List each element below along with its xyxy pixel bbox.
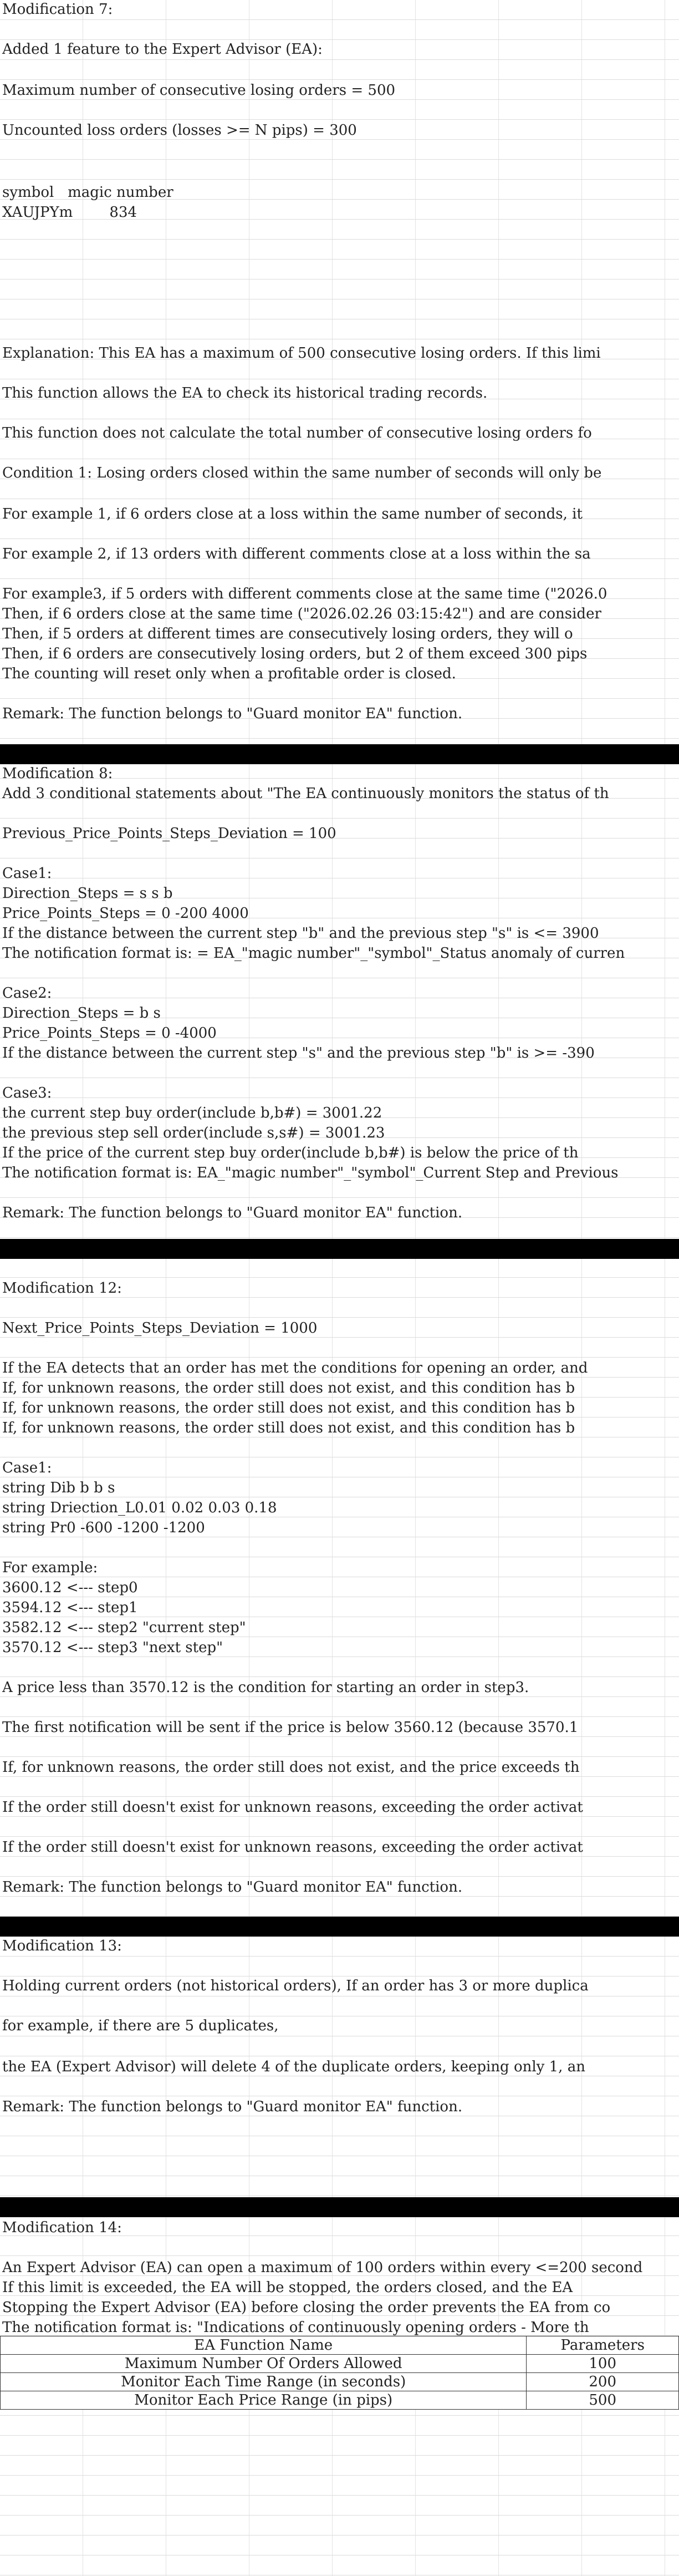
- cell-text-line[interactable]: Modification 7:: [2, 1, 113, 18]
- cell-text-line[interactable]: Next_Price_Points_Steps_Deviation = 1000: [2, 1320, 318, 1337]
- cell-text-line[interactable]: Maximum number of consecutive losing orders = 500: [2, 82, 396, 99]
- cell-text-line[interactable]: Case1:: [2, 1460, 52, 1476]
- cell-text-line[interactable]: The notification format is: "Indications of continuously opening orders - More th: [2, 2319, 589, 2336]
- cell-text-line[interactable]: Modification 8:: [2, 765, 113, 782]
- table-row: [1, 2373, 679, 2391]
- cell-text-line[interactable]: Remark: The function belongs to "Guard monitor EA" function.: [2, 705, 463, 722]
- table-cell-value[interactable]: 200: [527, 2373, 679, 2391]
- cell-text-line[interactable]: Case3:: [2, 1085, 52, 1101]
- cell-text-line[interactable]: If the order still doesn't exist for unknown reasons, exceeding the order activat: [2, 1799, 583, 1816]
- cell-text-line[interactable]: 3582.12 <--- step2 "current step": [2, 1619, 246, 1636]
- cell-text-line[interactable]: 3570.12 <--- step3 "next step": [2, 1639, 223, 1656]
- cell-text-line[interactable]: Modification 12:: [2, 1280, 122, 1297]
- cell-text-line[interactable]: Explanation: This EA has a maximum of 500 consecutive losing orders. If this limi: [2, 345, 601, 362]
- cell-text-line[interactable]: Remark: The function belongs to "Guard monitor EA" function.: [2, 1879, 463, 1896]
- cell-text-line[interactable]: If the order still doesn't exist for unknown reasons, exceeding the order activat: [2, 1839, 583, 1856]
- cell-text-line[interactable]: the previous step sell order(include s,s#) = 3001.23: [2, 1125, 385, 1141]
- cell-text-line[interactable]: symbol magic number: [2, 184, 173, 201]
- cell-text-line[interactable]: If the distance between the current step "s" and the previous step "b" is >= -390: [2, 1045, 595, 1061]
- cell-text-line[interactable]: Direction_Steps = b s: [2, 1005, 161, 1022]
- cell-text-line[interactable]: Then, if 6 orders are consecutively losing orders, but 2 of them exceed 300 pips: [2, 646, 588, 662]
- cell-text-line[interactable]: If the price of the current step buy order(include b,b#) is below the price of th: [2, 1145, 579, 1161]
- cell-text-line[interactable]: An Expert Advisor (EA) can open a maximum of 100 orders within every <=200 second: [2, 2259, 643, 2276]
- cell-text-line[interactable]: If, for unknown reasons, the order still does not exist, and this condition has b: [2, 1420, 575, 1436]
- cell-text-line[interactable]: for example, if there are 5 duplicates,: [2, 2018, 279, 2034]
- cell-text-line[interactable]: 3594.12 <--- step1: [2, 1599, 138, 1616]
- cell-text-line[interactable]: The notification format is: = EA_"magic number"_"symbol"_Status anomaly of curren: [2, 945, 625, 962]
- cell-text-line[interactable]: the EA (Expert Advisor) will delete 4 of the duplicate orders, keeping only 1, an: [2, 2059, 585, 2075]
- cell-text-line[interactable]: This function does not calculate the total number of consecutive losing orders fo: [2, 425, 592, 441]
- cell-text-line[interactable]: 3600.12 <--- step0: [2, 1579, 138, 1596]
- cell-text-line[interactable]: If the EA detects that an order has met the conditions for opening an order, and: [2, 1360, 588, 1376]
- table-row: [1, 2391, 679, 2410]
- table-header-row: [1, 2336, 679, 2355]
- table-cell-name[interactable]: Maximum Number Of Orders Allowed: [1, 2355, 527, 2373]
- cell-text-line[interactable]: For example 2, if 13 orders with different comments close at a loss within the sa: [2, 546, 591, 562]
- cell-text-line[interactable]: Added 1 feature to the Expert Advisor (EA):: [2, 41, 323, 58]
- cell-text-line[interactable]: The counting will reset only when a profitable order is closed.: [2, 665, 456, 682]
- cell-text-line[interactable]: Add 3 conditional statements about "The EA continuously monitors the status of th: [2, 785, 609, 802]
- cell-text-line[interactable]: If, for unknown reasons, the order still does not exist, and this condition has b: [2, 1380, 575, 1396]
- cell-text-line[interactable]: This function allows the EA to check its historical trading records.: [2, 385, 488, 402]
- cell-text-line[interactable]: Then, if 6 orders close at the same time ("2026.02.26 03:15:42") and are consider: [2, 606, 601, 622]
- header-function-name[interactable]: EA Function Name: [1, 2336, 527, 2355]
- cell-text-line[interactable]: Modification 13:: [2, 1938, 122, 1954]
- cell-text-line[interactable]: For example3, if 5 orders with different comments close at the same time ("2026.0: [2, 586, 607, 602]
- cell-text-line[interactable]: Price_Points_Steps = 0 -200 4000: [2, 905, 249, 922]
- section-divider-bar: [0, 1239, 679, 1259]
- ea-parameters-table: [0, 2336, 679, 2410]
- cell-text-line[interactable]: The first notification will be sent if the price is below 3560.12 (because 3570.1: [2, 1719, 579, 1736]
- cell-text-line[interactable]: For example 1, if 6 orders close at a loss within the same number of seconds, it: [2, 506, 583, 522]
- cell-text-line[interactable]: The notification format is: EA_"magic number"_"symbol"_Current Step and Previous: [2, 1165, 619, 1181]
- cell-text-line[interactable]: the current step buy order(include b,b#) = 3001.22: [2, 1105, 382, 1121]
- cell-text-line[interactable]: XAUJPYm 834: [2, 204, 137, 221]
- cell-text-line[interactable]: string Pr0 -600 -1200 -1200: [2, 1520, 205, 1536]
- header-parameters[interactable]: Parameters: [527, 2336, 679, 2355]
- cell-text-line[interactable]: Condition 1: Losing orders closed within the same number of seconds will only be: [2, 465, 602, 481]
- cell-text-line[interactable]: If, for unknown reasons, the order still does not exist, and the price exceeds th: [2, 1759, 580, 1776]
- cell-text-line[interactable]: string Dib b b s: [2, 1480, 115, 1496]
- cell-text-line[interactable]: Stopping the Expert Advisor (EA) before closing the order prevents the EA from co: [2, 2299, 611, 2316]
- cell-text-line[interactable]: If the distance between the current step "b" and the previous step "s" is <= 3900: [2, 925, 599, 942]
- cell-text-line[interactable]: Previous_Price_Points_Steps_Deviation = 100: [2, 825, 336, 842]
- section-divider-bar: [0, 2197, 679, 2217]
- section-divider-bar: [0, 1917, 679, 1937]
- cell-text-line[interactable]: A price less than 3570.12 is the condition for starting an order in step3.: [2, 1679, 529, 1696]
- cell-text-line[interactable]: For example:: [2, 1559, 98, 1576]
- cell-text-line[interactable]: Price_Points_Steps = 0 -4000: [2, 1025, 217, 1041]
- table-cell-value[interactable]: 500: [527, 2391, 679, 2410]
- table-cell-value[interactable]: 100: [527, 2355, 679, 2373]
- cell-text-line[interactable]: Remark: The function belongs to "Guard monitor EA" function.: [2, 1205, 463, 1221]
- table-cell-name[interactable]: Monitor Each Time Range (in seconds): [1, 2373, 527, 2391]
- cell-text-line[interactable]: Case1:: [2, 865, 52, 882]
- cell-text-line[interactable]: Case2:: [2, 985, 52, 1002]
- cell-text-line[interactable]: Then, if 5 orders at different times are consecutively losing orders, they will o: [2, 626, 573, 642]
- cell-text-line[interactable]: Modification 14:: [2, 2219, 122, 2236]
- table-row: [1, 2355, 679, 2373]
- cell-text-line[interactable]: Uncounted loss orders (losses >= N pips) = 300: [2, 122, 357, 139]
- cell-text-line[interactable]: If this limit is exceeded, the EA will be stopped, the orders closed, and the EA: [2, 2279, 573, 2296]
- table-cell-name[interactable]: Monitor Each Price Range (in pips): [1, 2391, 527, 2410]
- cell-text-line[interactable]: If, for unknown reasons, the order still does not exist, and this condition has b: [2, 1400, 575, 1416]
- cell-text-line[interactable]: Direction_Steps = s s b: [2, 885, 173, 902]
- cell-text-line[interactable]: Holding current orders (not historical orders), If an order has 3 or more duplica: [2, 1978, 589, 1994]
- cell-text-line[interactable]: string Driection_L0.01 0.02 0.03 0.18: [2, 1500, 277, 1516]
- section-divider-bar: [0, 744, 679, 764]
- cell-text-line[interactable]: Remark: The function belongs to "Guard monitor EA" function.: [2, 2099, 463, 2115]
